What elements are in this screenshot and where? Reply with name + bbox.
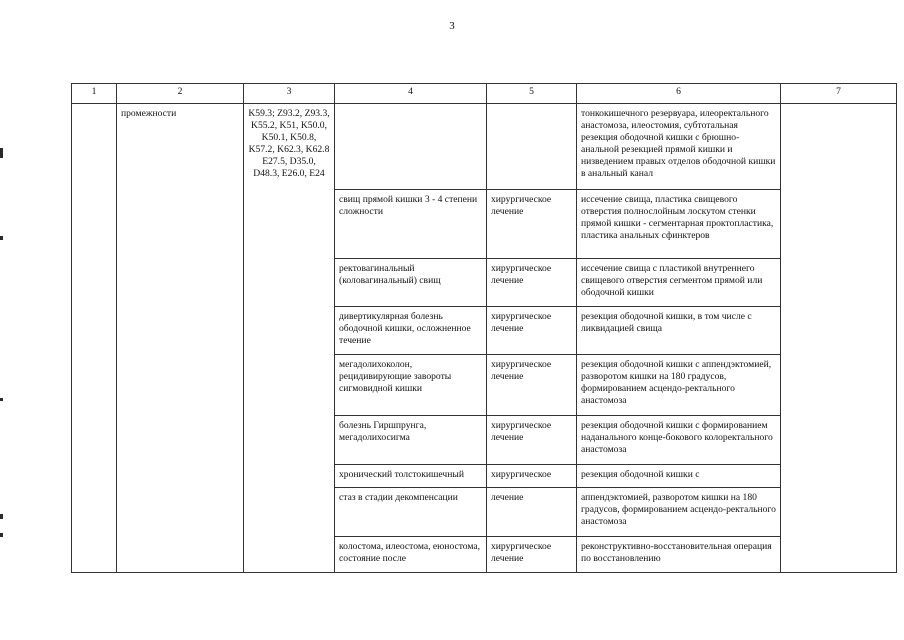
document-table [71,83,897,573]
scan-margin-mark [0,236,3,240]
method-cell: резекция ободочной кишки с формированием наданального конце-бокового колоректального анастомоза [577,416,781,465]
treatment-type-cell: хирургическое лечение [487,355,577,416]
header-cell: 1 [72,84,117,104]
treatment-type-cell: хирургическое лечение [487,259,577,307]
col1-cell [72,104,117,573]
treatment-type-cell: хирургическое [487,465,577,488]
diagnosis-cell: стаз в стадии декомпенсации [335,488,487,537]
icd-codes-cell: K59.3; Z93.2, Z93.3, K55.2, K51, K50.0, K50.1, K50.8, K57.2, K62.3, K62.8 E27.5, D35.0, D48.3, E26.0, E24 [244,104,335,573]
treatment-type-cell: лечение [487,488,577,537]
header-row [72,84,897,104]
diagnosis-cell: ректовагинальный (коловагинальный) свищ [335,259,487,307]
treatment-type-cell [487,104,577,190]
header-cell: 4 [335,84,487,104]
diagnosis-cell: колостома, илеостома, еюностома, состояние после [335,537,487,573]
method-cell: резекция ободочной кишки, в том числе с ликвидацией свища [577,307,781,355]
diagnosis-cell: хронический толстокишечный [335,465,487,488]
treatment-type-cell: хирургическое лечение [487,190,577,259]
header-cell: 6 [577,84,781,104]
method-cell: иссечение свища, пластика свищевого отверстия полнослойным лоскутом стенки прямой кишки - сегментарная проктопластика, пластика анальных сфинктеров [577,190,781,259]
method-cell: резекция ободочной кишки с аппендэктомией, разворотом кишки на 180 градусов, формированием асцендо-ректального анастомоза [577,355,781,416]
diagnosis-cell: дивертикулярная болезнь ободочной кишки, осложненное течение [335,307,487,355]
header-cell: 7 [781,84,897,104]
diagnosis-cell: мегадолихоколон, рецидивирующие завороты сигмовидной кишки [335,355,487,416]
method-cell: резекция ободочной кишки с [577,465,781,488]
treatment-type-cell: хирургическое лечение [487,537,577,573]
header-cell: 3 [244,84,335,104]
header-cell: 5 [487,84,577,104]
method-cell: реконструктивно-восстановительная операция по восстановлению [577,537,781,573]
localization-cell: промежности [117,104,244,573]
scan-margin-mark [0,398,3,401]
diagnosis-cell: болезнь Гиршпрунга, мегадолихосигма [335,416,487,465]
col7-cell [781,104,897,573]
treatment-type-cell: хирургическое лечение [487,307,577,355]
scan-margin-mark [0,148,3,158]
table-row [72,104,897,190]
method-cell: аппендэктомией, разворотом кишки на 180 градусов, формированием асцендо-ректального анастомоза [577,488,781,537]
method-cell: тонкокишечного резервуара, илеоректального анастомоза, илеостомия, субтотальная резекция ободочной кишки с брюшно-анальной резекцией прямой кишки и низведением правых отделов ободочной кишки в анальный канал [577,104,781,190]
page-number: 3 [449,20,455,32]
treatment-type-cell: хирургическое лечение [487,416,577,465]
header-cell: 2 [117,84,244,104]
diagnosis-cell: свищ прямой кишки 3 - 4 степени сложности [335,190,487,259]
diagnosis-cell [335,104,487,190]
method-cell: иссечение свища с пластикой внутреннего свищевого отверстия сегментом прямой или ободочной кишки [577,259,781,307]
scan-margin-mark [0,533,3,537]
scan-margin-mark [0,514,3,519]
